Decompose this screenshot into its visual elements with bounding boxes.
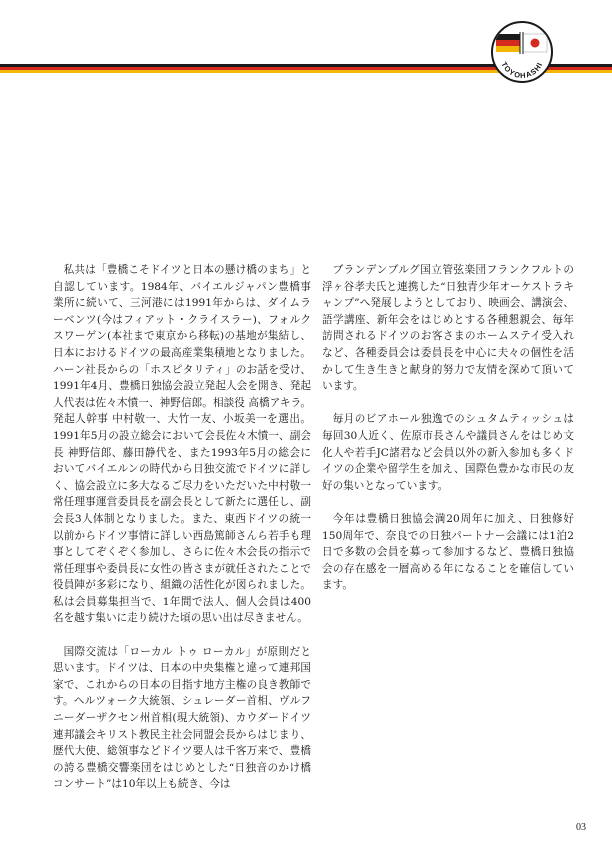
badge-text: TOYOHASHI xyxy=(499,60,545,81)
paragraph: 国際交流は「ローカル トゥ ローカル」が原則だと思います。ドイツは、日本の中央集権と違って連邦国家で、これからの日本の目指す地方主権の良き教師です。ヘルツォーク大統領、シュレーダー首相、ヴルフニーダーザクセン州首相(現大統領)、カウダードイツ連邦議会キリスト教民主社会同盟会長からはじまり、歴代大使、総領事などドイツ要人は千客万来で、豊橋の誇る豊橋交響楽団をはじめとした“日独音のかけ橋コンサート”は10年以上も続き、今は xyxy=(53,645,311,791)
paragraph: 今年は豊橋日独協会満20周年に加え、日独修好150周年で、奈良での日独パートナー会議には1泊2日で多数の会員を募って参加するなど、豊橋日独協会の存在感を一層高める年になることを確信しています。 xyxy=(322,512,574,592)
paragraph: 私共は「豊橋こそドイツと日本の懸け橋のまち」と自認しています。1984年、バイエルジャパン豊橋事業所に続いて、三河港には1991年からは、ダイムラーベンツ(今はフィアット・クライスラー)、フォルクスワーゲン(本社まで東京から移転)の基地が集結し、日本におけるドイツの最高産業集積地となりました。ハーン社長からの「ホスピタリティ」のお話を受け、1991年4月、豊橋日独協会設立発起人会を開き、発起人代表は佐々木憤一、神野信郎。相談役 高橋アキラ。発起人幹事 中村敬一、大竹一友、小坂美一を選出。1991年5月の設立総会において会長佐々木憤一、副会長 神野信郎、藤田静代を、また1993年5月の総会においてバイエルンの時代から日独交流でドイツに詳しく、協会設立に多大なるご尽力をいただいた中村敬一常任理事運営委員長を副会長として新たに選任し、副会長3人体制となりました。また、東西ドイツの統一以前からドイツ事情に詳しい西島篤師さんら若手も理事としてぞくぞく参加し、さらに佐々木会長の指示で常任理事や委員長に女性の皆さまが就任されたことで役員陣が多彩になり、組織の活性化が図られました。私は会員募集担当で、1年間で法人、個人会員は400名を越す集いに走り続けた頃の思い出は尽きません。 xyxy=(53,264,311,625)
left-column xyxy=(53,262,311,810)
paragraph: 毎月のビアホール独逸でのシュタムティッシュは毎回30人近く、佐原市長さんや議員さんをはじめ文化人や若手JC諸君など会員以外の新入参加も多くドイツの企業や留学生を加え、国際色豊かな市民の友好の集いとなっています。 xyxy=(322,413,574,492)
toyohashi-flags-badge-icon xyxy=(490,20,554,84)
paragraph: ブランデンブルグ国立管弦楽団フランクフルトの浮ヶ谷孝夫氏と連携した“日独青少年オーケストラキャンプ”へ発展しようとしており、映画会、講演会、語学講座、新年会をはじめとする各種懇親会、毎年訪問されるドイツのお客さまのホームステイ受入れなど、各種委員会は委員長を中心に夫々の個性を活かして生き生きと献身的努力で友情を深めて頂いています。 xyxy=(322,264,574,393)
right-column xyxy=(322,262,574,610)
page-number: 03 xyxy=(576,822,586,833)
